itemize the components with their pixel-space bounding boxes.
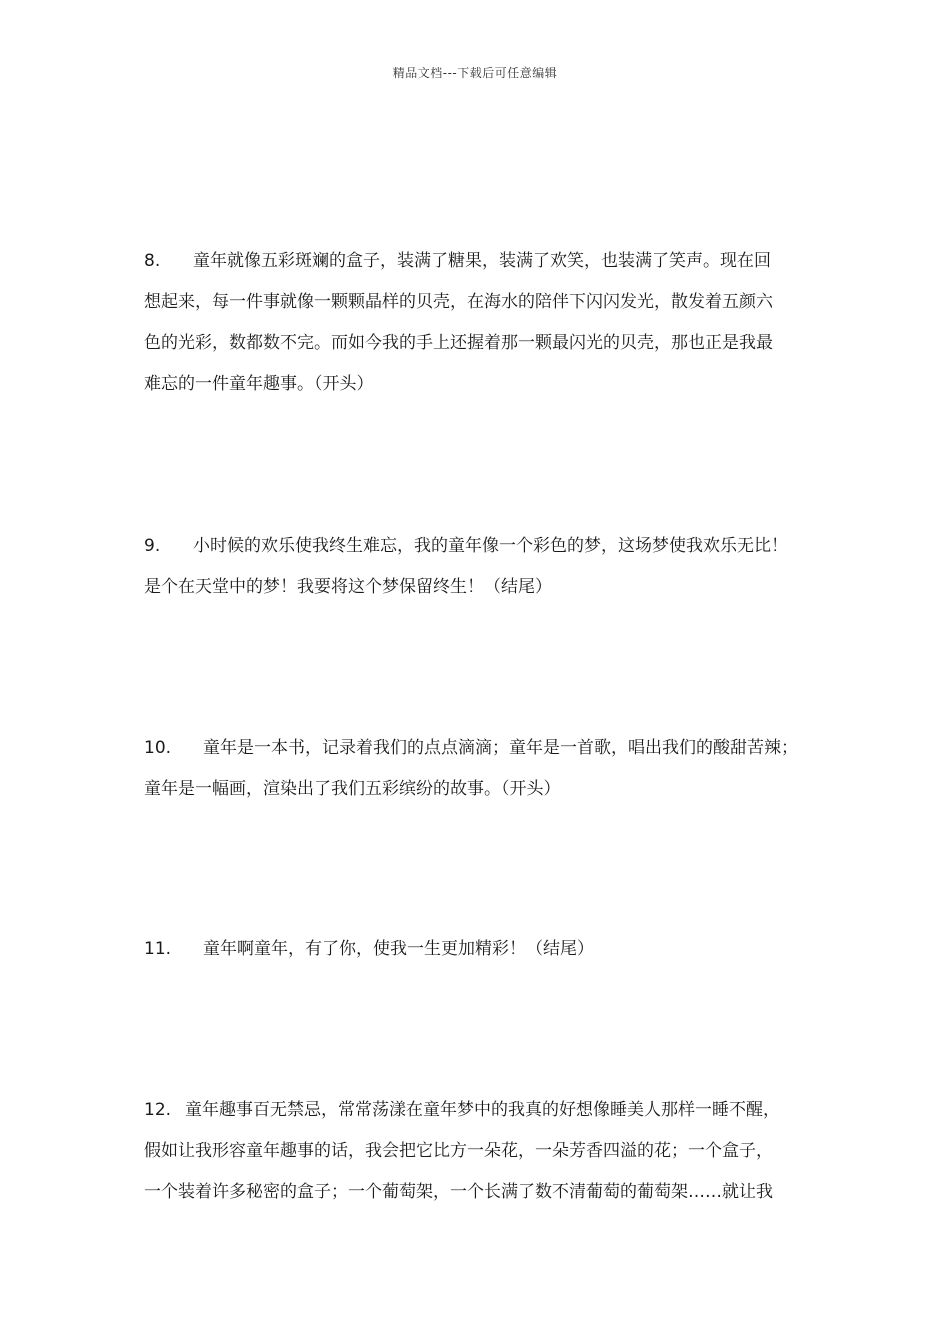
paragraph-9 — [144, 526, 844, 608]
paragraph-line: 童年是一幅画，渲染出了我们五彩缤纷的故事。（开头） — [144, 779, 561, 799]
paragraph-text: 童年趣事百无禁忌，常常荡漾在童年梦中的我真的好想像睡美人那样一睡不醒， — [185, 1100, 780, 1120]
paragraph-number: 8. — [144, 251, 161, 271]
paragraph-line — [144, 526, 844, 567]
paragraph-line: 是个在天堂中的梦！我要将这个梦保留终生！（结尾） — [144, 577, 552, 597]
paragraph-line — [144, 1090, 844, 1131]
paragraph-text: 童年啊童年，有了你，使我一生更加精彩！（结尾） — [203, 939, 594, 959]
paragraph-line: 色的光彩，数都数不完。而如今我的手上还握着那一颗最闪光的贝壳，那也正是我最 — [144, 333, 773, 353]
paragraph-11 — [144, 929, 844, 970]
paragraph-text: 小时候的欢乐使我终生难忘，我的童年像一个彩色的梦，这场梦使我欢乐无比！ — [193, 536, 788, 556]
page-header: 精品文档---下载后可任意编辑 — [392, 66, 558, 80]
paragraph-line — [144, 728, 844, 769]
paragraph-line: 一个装着许多秘密的盒子；一个葡萄架，一个长满了数不清葡萄的葡萄架……就让我 — [144, 1182, 773, 1202]
paragraph-text: 童年就像五彩斑斓的盒子，装满了糖果，装满了欢笑，也装满了笑声。现在回 — [193, 251, 771, 271]
paragraph-line — [144, 929, 844, 970]
paragraph-number: 9. — [144, 536, 161, 556]
paragraph-10 — [144, 728, 844, 810]
paragraph-line — [144, 241, 844, 282]
paragraph-8 — [144, 241, 844, 405]
paragraph-line: 难忘的一件童年趣事。（开头） — [144, 374, 374, 394]
paragraph-line: 假如让我形容童年趣事的话，我会把它比方一朵花，一朵芳香四溢的花；一个盒子， — [144, 1141, 773, 1161]
paragraph-line: 想起来，每一件事就像一颗颗晶样的贝壳，在海水的陪伴下闪闪发光，散发着五颜六 — [144, 292, 773, 312]
paragraph-12 — [144, 1090, 844, 1213]
paragraph-text: 童年是一本书，记录着我们的点点滴滴；童年是一首歌，唱出我们的酸甜苦辣； — [203, 738, 798, 758]
paragraph-number: 11. — [144, 939, 172, 959]
paragraph-number: 12. — [144, 1100, 172, 1120]
paragraph-number: 10. — [144, 738, 172, 758]
